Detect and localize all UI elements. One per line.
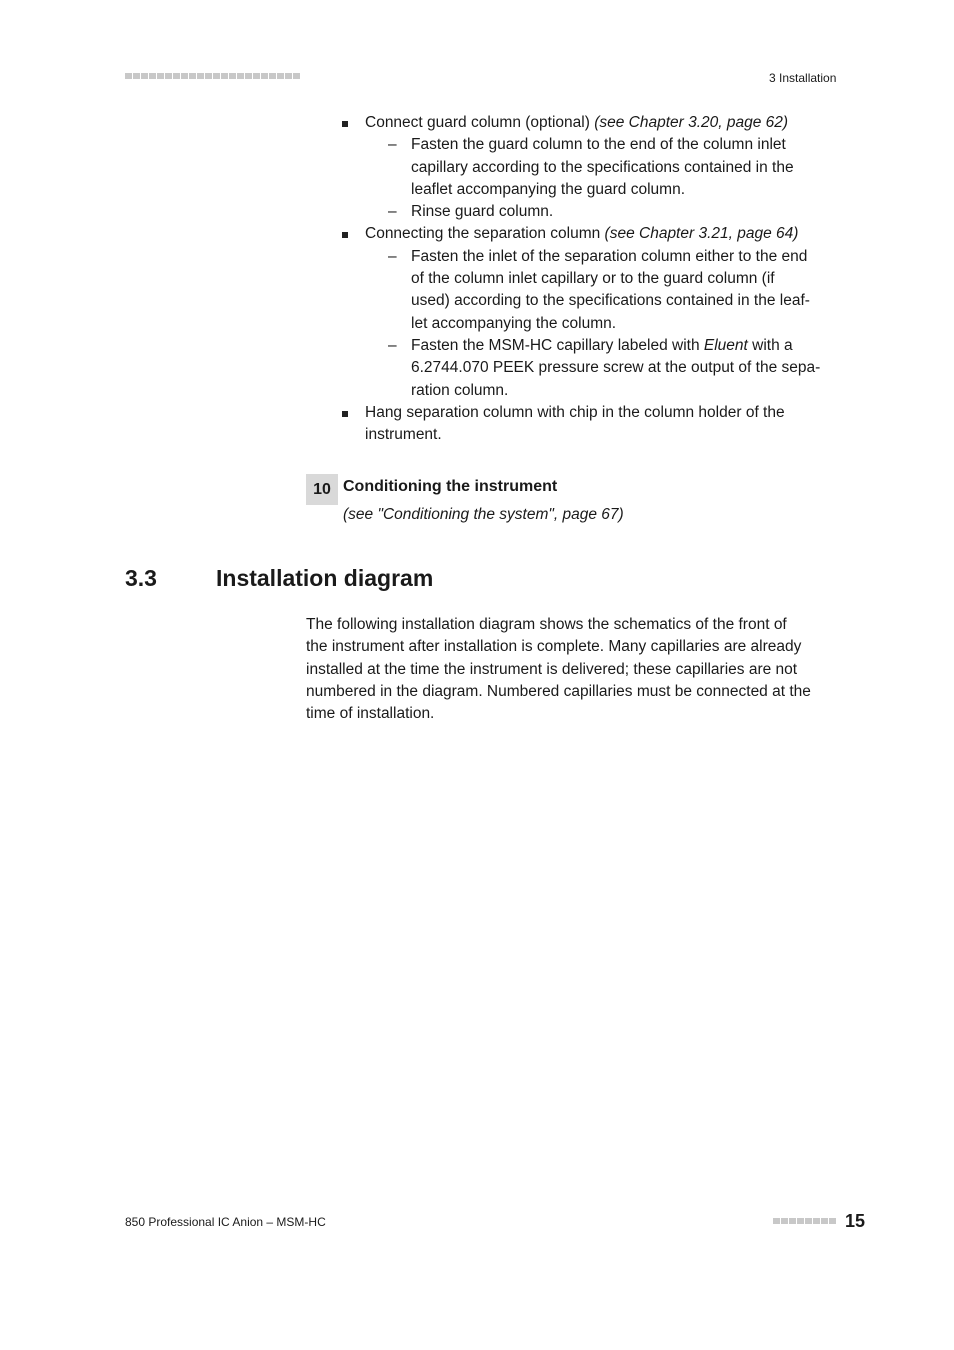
list-item: [306, 402, 846, 447]
section-number: 3.3: [125, 565, 157, 591]
list-item-line: Hang separation column with chip in the column holder of the: [365, 403, 785, 421]
sub-item-line: Fasten the guard column to the end of the column inlet: [411, 136, 786, 154]
sub-list-item: [306, 335, 846, 402]
instruction-list: [306, 112, 846, 446]
bullet-icon: [342, 121, 348, 127]
paragraph-line: installed at the time the instrument is delivered; these capillaries are not: [306, 660, 798, 678]
chapter-reference: (see Chapter 3.20, page 62): [594, 114, 789, 131]
sub-list-item: [306, 246, 846, 335]
sub-item-line: used) according to the specifications contained in the leaf-: [411, 292, 810, 310]
dash-icon: –: [388, 203, 397, 221]
sub-item-line: of the column inlet capillary or to the guard column (if: [411, 270, 775, 288]
dash-icon: –: [388, 336, 397, 354]
sub-item-line: let accompanying the column.: [411, 314, 617, 332]
page-number: 15: [845, 1211, 866, 1231]
dash-icon: –: [388, 136, 397, 154]
list-item-line: instrument.: [365, 426, 442, 444]
sub-item-line: Fasten the inlet of the separation column either to the end: [411, 247, 808, 265]
paragraph-line: time of installation.: [306, 705, 435, 723]
eluent-label: Eluent: [703, 336, 748, 354]
step-reference: (see "Conditioning the system", page 67): [343, 506, 624, 523]
step-title: Conditioning the instrument: [343, 478, 558, 495]
list-item: [306, 223, 846, 245]
step-number: 10: [306, 474, 338, 505]
chapter-reference: (see Chapter 3.21, page 64): [604, 225, 799, 243]
sub-item-line: leaflet accompanying the guard column.: [411, 180, 685, 198]
bullet-icon: [342, 232, 348, 238]
sub-item-line: 6.2744.070 PEEK pressure screw at the output of the sepa-: [411, 359, 821, 377]
running-header: 3 Installation: [769, 71, 837, 85]
sub-item-line: ration column.: [411, 381, 509, 399]
sub-item-line: Rinse guard column.: [411, 203, 554, 221]
list-item-text: Connect guard column (optional): [365, 114, 595, 131]
paragraph-line: The following installation diagram shows the schematics of the front of: [306, 616, 787, 633]
paragraph-line: numbered in the diagram. Numbered capillaries must be connected at the: [306, 682, 811, 700]
section-title: Installation diagram: [216, 565, 434, 591]
bullet-icon: [342, 411, 348, 417]
sub-item-line: [411, 335, 840, 357]
sub-list-item: [306, 201, 846, 223]
section-paragraph: [306, 614, 846, 725]
list-item-text: Connecting the separation column: [365, 225, 605, 243]
paragraph-line: the instrument after installation is complete. Many capillaries are already: [306, 638, 802, 656]
dash-icon: –: [388, 247, 397, 265]
sub-list-item: [306, 134, 846, 201]
header-decoration: [125, 73, 300, 79]
footer-decoration: [773, 1218, 836, 1224]
sub-item-text: Fasten the MSM-HC capillary labeled with: [411, 336, 704, 354]
list-item: [306, 112, 846, 134]
sub-item-text: with a: [747, 336, 793, 354]
sub-item-line: capillary according to the specifications contained in the: [411, 158, 794, 176]
footer-product: 850 Professional IC Anion – MSM-HC: [125, 1215, 326, 1229]
